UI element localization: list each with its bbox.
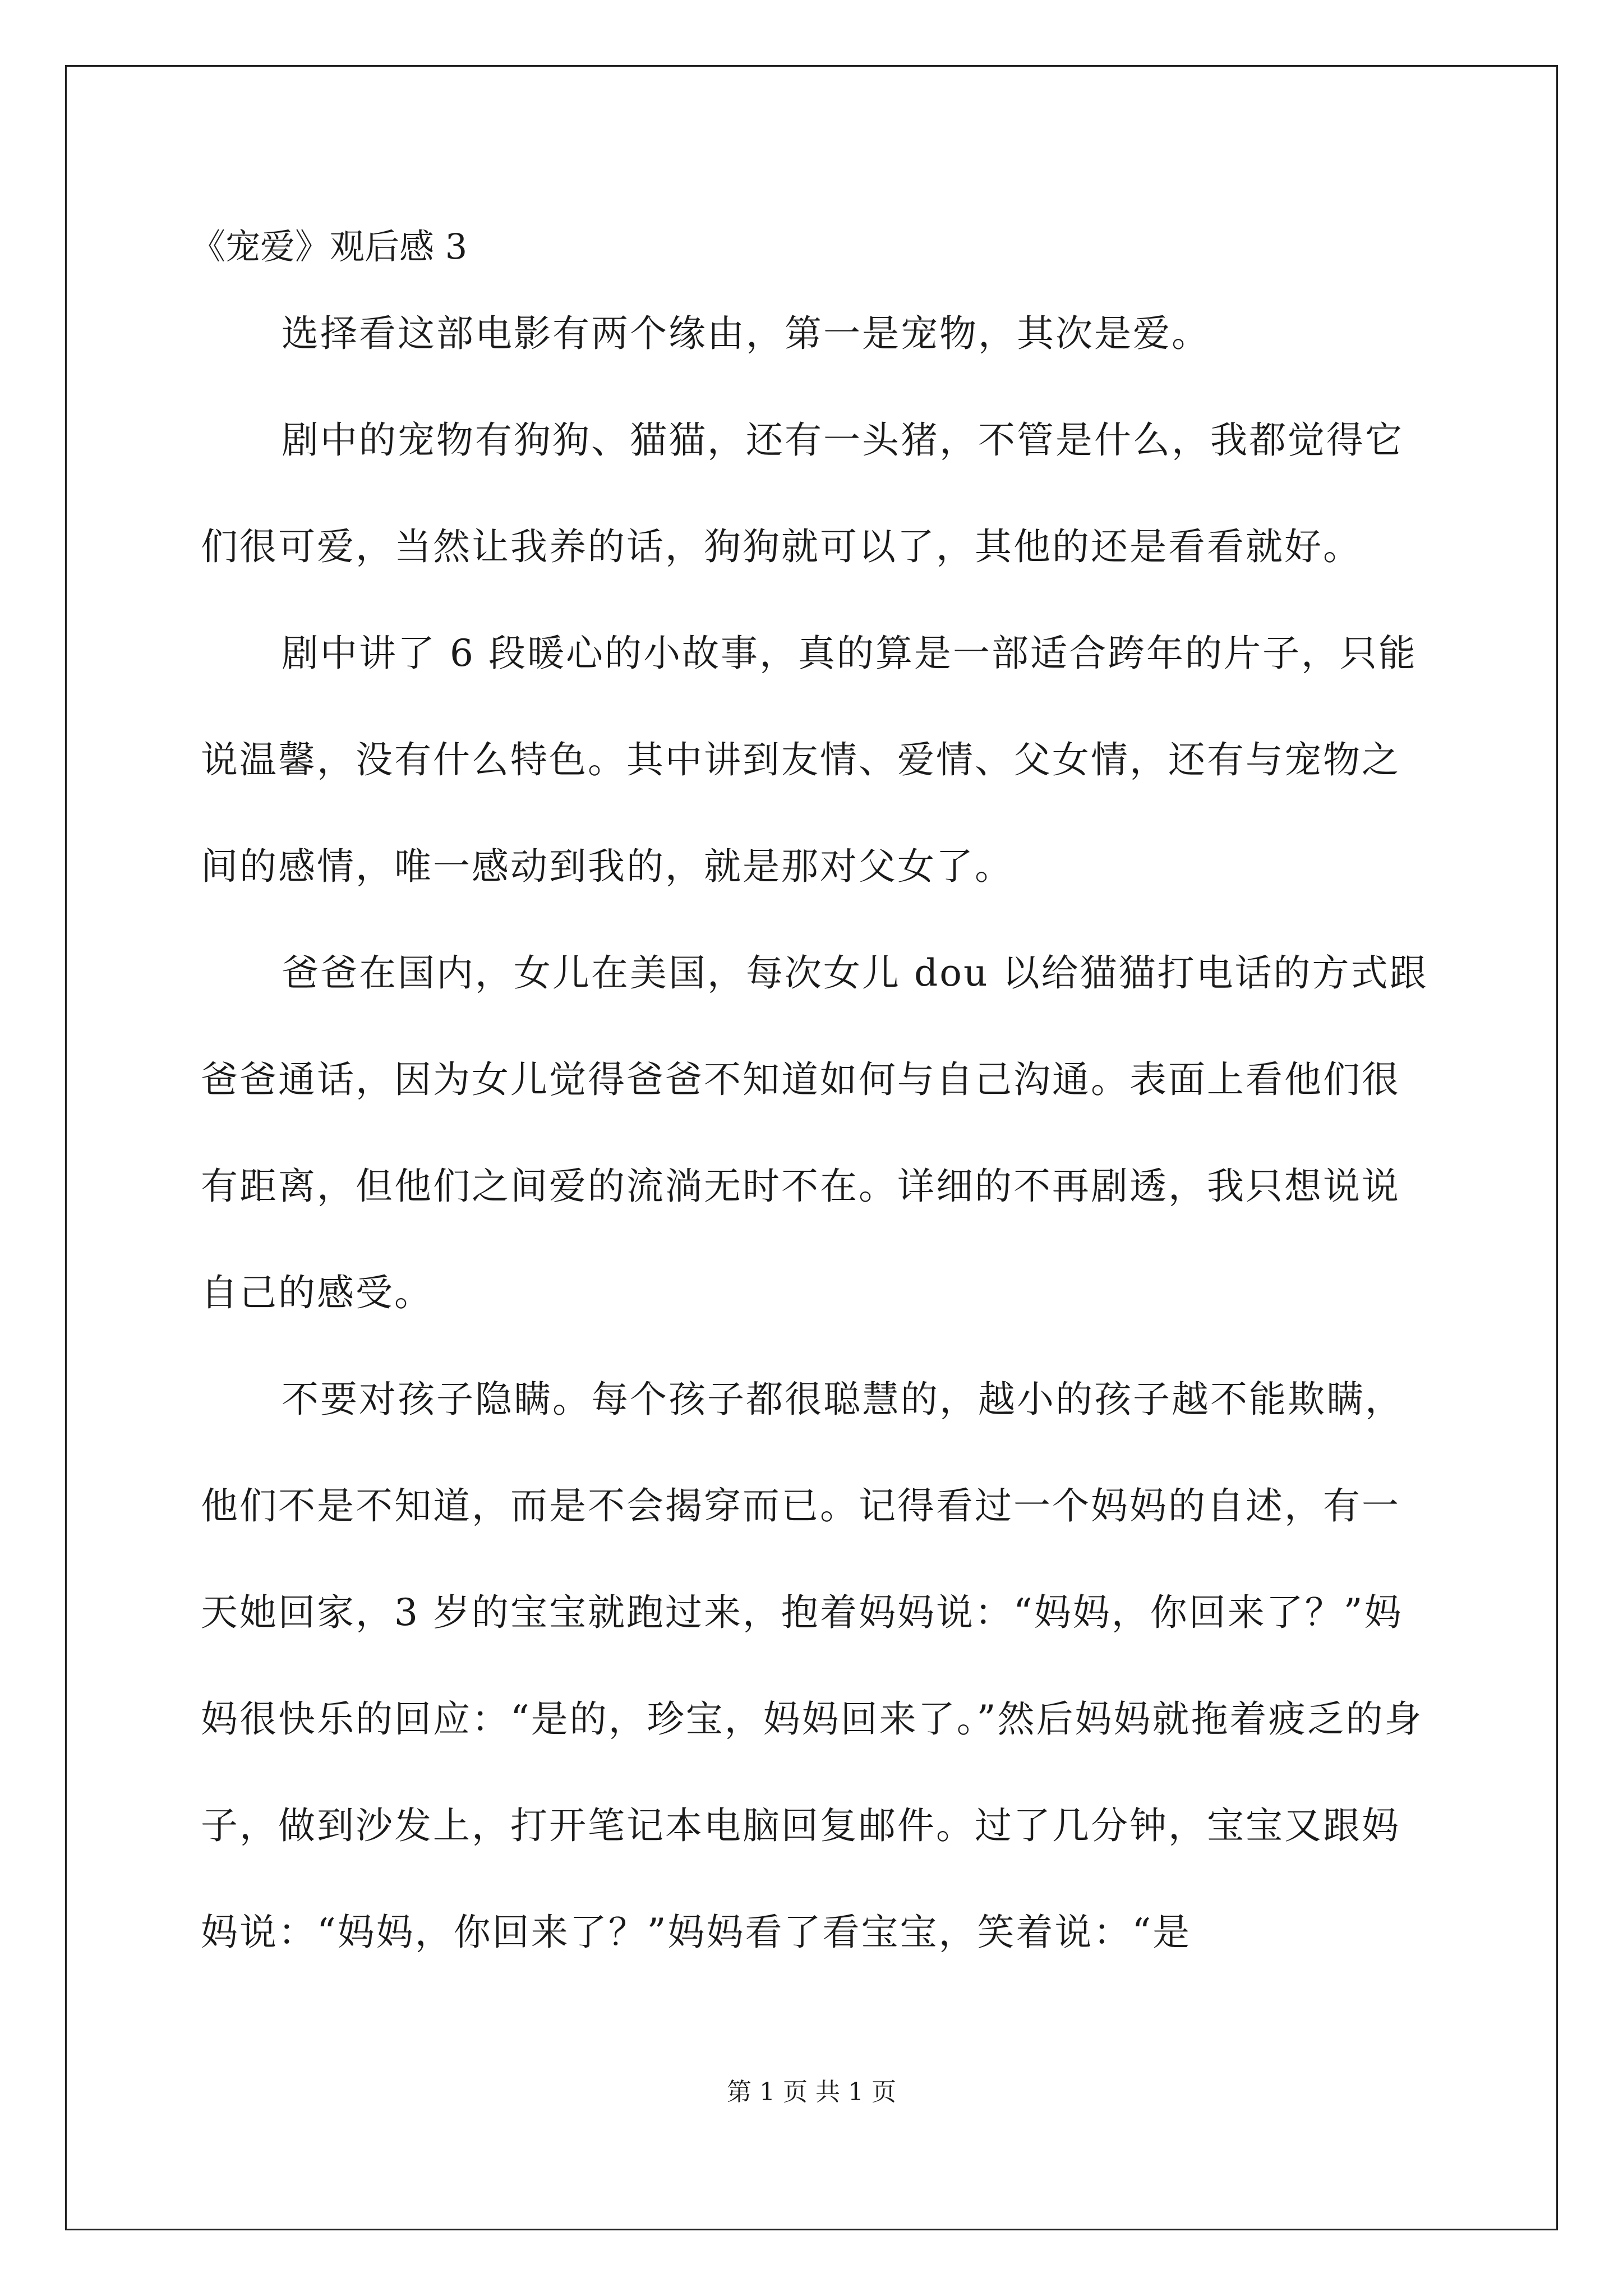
paragraph-5: 不要对孩子隐瞒。每个孩子都很聪慧的，越小的孩子越不能欺瞒，他们不是不知道，而是不会揭穿而已。记得看过一个妈妈的自述，有一天她回家，3 岁的宝宝就跑过来，抱着妈妈说：“妈妈，你回来了？”妈妈很快乐的回应：“是的，珍宝，妈妈回来了。”然后妈妈就拖着疲乏的身子，做到沙发上，打开笔记本电脑回复邮件。过了几分钟，宝宝又跟妈妈说：“妈妈，你回来了？”妈妈看了看宝宝，笑着说：“是	[201, 1378, 1423, 1954]
document-title: 《宠爱》观后感 3	[191, 226, 468, 267]
paragraph-1: 选择看这部电影有两个缘由，第一是宠物，其次是爱。	[282, 312, 1210, 355]
page-footer: 第 1 页 共 1 页	[727, 2078, 896, 2106]
paragraph-2: 剧中的宠物有狗狗、猫猫，还有一头猪，不管是什么，我都觉得它们很可爱，当然让我养的话，狗狗就可以了，其他的还是看看就好。	[201, 418, 1404, 568]
paragraph-4: 爸爸在国内，女儿在美国，每次女儿 dou 以给猫猫打电话的方式跟爸爸通话，因为女儿觉得爸爸不知道如何与自己沟通。表面上看他们很有距离，但他们之间爱的流淌无时不在。详细的不再剧透，我只想说说自己的感受。	[201, 951, 1428, 1314]
paragraph-3: 剧中讲了 6 段暖心的小故事，真的算是一部适合跨年的片子，只能说温馨，没有什么特色。其中讲到友情、爱情、父女情，还有与宠物之间的感情，唯一感动到我的，就是那对父女了。	[201, 632, 1417, 888]
